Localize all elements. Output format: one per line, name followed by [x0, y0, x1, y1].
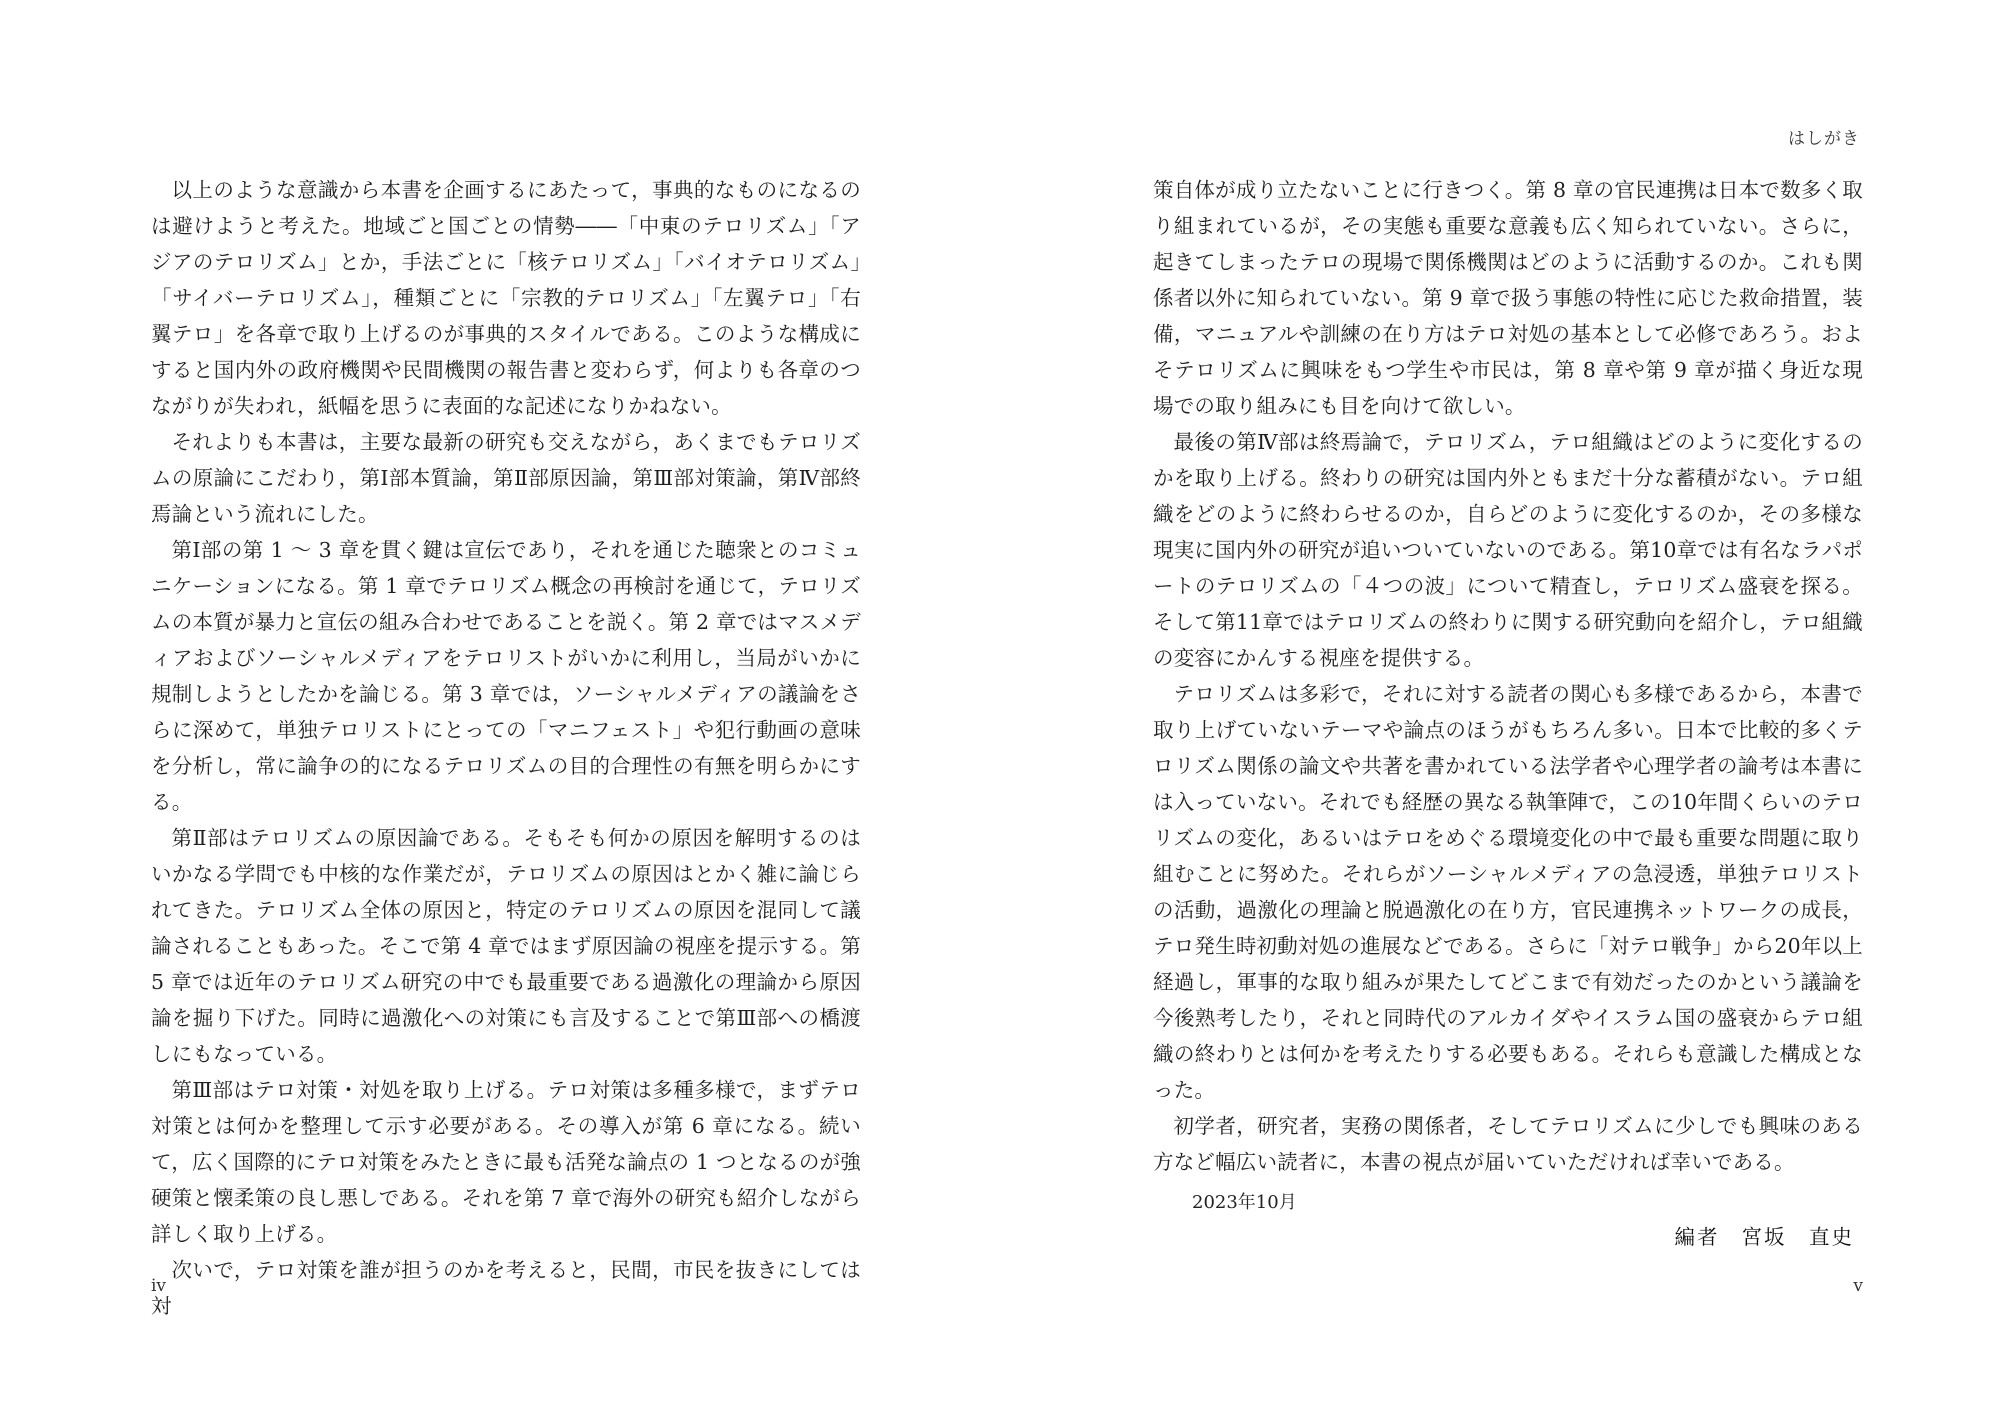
- left-page-body: [151, 172, 861, 1324]
- paragraph: 第Ⅱ部はテロリズムの原因論である。そもそも何かの原因を解明するのはいかなる学問でも中核的な作業だが，テロリズムの原因はとかく雑に論じられてきた。テロリズム全体の原因と，特定のテロリズムの原因を混同して議論されることもあった。そこで第 4 章ではまず原因論の視座を提示する。第 5 章では近年のテロリズム研究の中でも最重要である過激化の理論から原因論を掘り下げた。同時に過激化への対策にも言及することで第Ⅲ部への橋渡しにもなっている。: [151, 826, 861, 1066]
- paragraph-continuation: 策自体が成り立たないことに行きつく。第 8 章の官民連携は日本で数多く取り組まれているが，その実態も重要な意義も広く知られていない。さらに，起きてしまったテロの現場で関係機関はどのように活動するのか。これも関係者以外に知られていない。第 9 章で扱う事態の特性に応じた救命措置，装備，マニュアルや訓練の在り方はテロ対処の基本として必修であろう。およそテロリズムに興味をもつ学生や市民は，第 8 章や第 9 章が描く身近な現場での取り組みにも目を向けて欲しい。: [1153, 178, 1863, 418]
- right-page-body: [1153, 172, 1863, 1180]
- paragraph: 最後の第Ⅳ部は終焉論で，テロリズム，テロ組織はどのように変化するのかを取り上げる。終わりの研究は国内外ともまだ十分な蓄積がない。テロ組織をどのように終わらせるのか，自らどのように変化するのか，その多様な現実に国内外の研究が追いついていないのである。第10章では有名なラパポートのテロリズムの「４つの波」について精査し，テロリズム盛衰を探る。そして第11章ではテロリズムの終わりに関する研究動向を紹介し，テロ組織の変容にかんする視座を提供する。: [1153, 430, 1863, 670]
- running-head: はしがき: [1788, 129, 1860, 149]
- editor-name: 宮坂 直史: [1741, 1225, 1854, 1249]
- right-page: [1000, 0, 2000, 1414]
- editor-signature: [1675, 1220, 1855, 1250]
- paragraph: 以上のような意識から本書を企画するにあたって，事典的なものになるのは避けようと考えた。地域ごと国ごとの情勢――「中東のテロリズム」「アジアのテロリズム」とか，手法ごとに「核テロリズム」「バイオテロリズム」「サイバーテロリズム」，種類ごとに「宗教的テロリズム」「左翼テロ」「右翼テロ」を各章で取り上げるのが事典的スタイルである。このような構成にすると国内外の政府機関や民間機関の報告書と変わらず，何よりも各章のつながりが失われ，紙幅を思うに表面的な記述になりかねない。: [151, 178, 861, 418]
- page-number: v: [1853, 1276, 1863, 1296]
- preface-date: 2023年10月: [1192, 1192, 1297, 1213]
- editor-role: 編者: [1674, 1225, 1720, 1249]
- page-number: iv: [151, 1276, 167, 1296]
- paragraph: 初学者，研究者，実務の関係者，そしてテロリズムに少しでも興味のある方など幅広い読者に，本書の視点が届いていただければ幸いである。: [1153, 1114, 1863, 1174]
- paragraph: 次いで，テロ対策を誰が担うのかを考えると，民間，市民を抜きにしては対: [151, 1258, 861, 1318]
- paragraph: 第Ⅰ部の第 1 ～ 3 章を貫く鍵は宣伝であり，それを通じた聴衆とのコミュニケーションになる。第 1 章でテロリズム概念の再検討を通じて，テロリズムの本質が暴力と宣伝の組み合わせであることを説く。第 2 章ではマスメディアおよびソーシャルメディアをテロリストがいかに利用し，当局がいかに規制しようとしたかを論じる。第 3 章では，ソーシャルメディアの議論をさらに深めて，単独テロリストにとっての「マニフェスト」や犯行動画の意味を分析し，常に論争の的になるテロリズムの目的合理性の有無を明らかにする。: [151, 538, 861, 814]
- paragraph: 第Ⅲ部はテロ対策・対処を取り上げる。テロ対策は多種多様で，まずテロ対策とは何かを整理して示す必要がある。その導入が第 6 章になる。続いて，広く国際的にテロ対策をみたときに最も活発な論点の 1 つとなるのが強硬策と懐柔策の良し悪しである。それを第 7 章で海外の研究も紹介しながら詳しく取り上げる。: [151, 1078, 861, 1246]
- paragraph: テロリズムは多彩で，それに対する読者の関心も多様であるから，本書で取り上げていないテーマや論点のほうがもちろん多い。日本で比較的多くテロリズム関係の論文や共著を書かれている法学者や心理学者の論考は本書には入っていない。それでも経歴の異なる執筆陣で，この10年間くらいのテロリズムの変化，あるいはテロをめぐる環境変化の中で最も重要な問題に取り組むことに努めた。それらがソーシャルメディアの急浸透，単独テロリストの活動，過激化の理論と脱過激化の在り方，官民連携ネットワークの成長，テロ発生時初動対処の進展などである。さらに「対テロ戦争」から20年以上経過し，軍事的な取り組みが果たしてどこまで有効だったのかという議論を今後熟考したり，それと同時代のアルカイダやイスラム国の盛衰からテロ組織の終わりとは何かを考えたりする必要もある。それらも意識した構成となった。: [1153, 682, 1863, 1102]
- paragraph: それよりも本書は，主要な最新の研究も交えながら，あくまでもテロリズムの原論にこだわり，第Ⅰ部本質論，第Ⅱ部原因論，第Ⅲ部対策論，第Ⅳ部終焉論という流れにした。: [151, 430, 861, 526]
